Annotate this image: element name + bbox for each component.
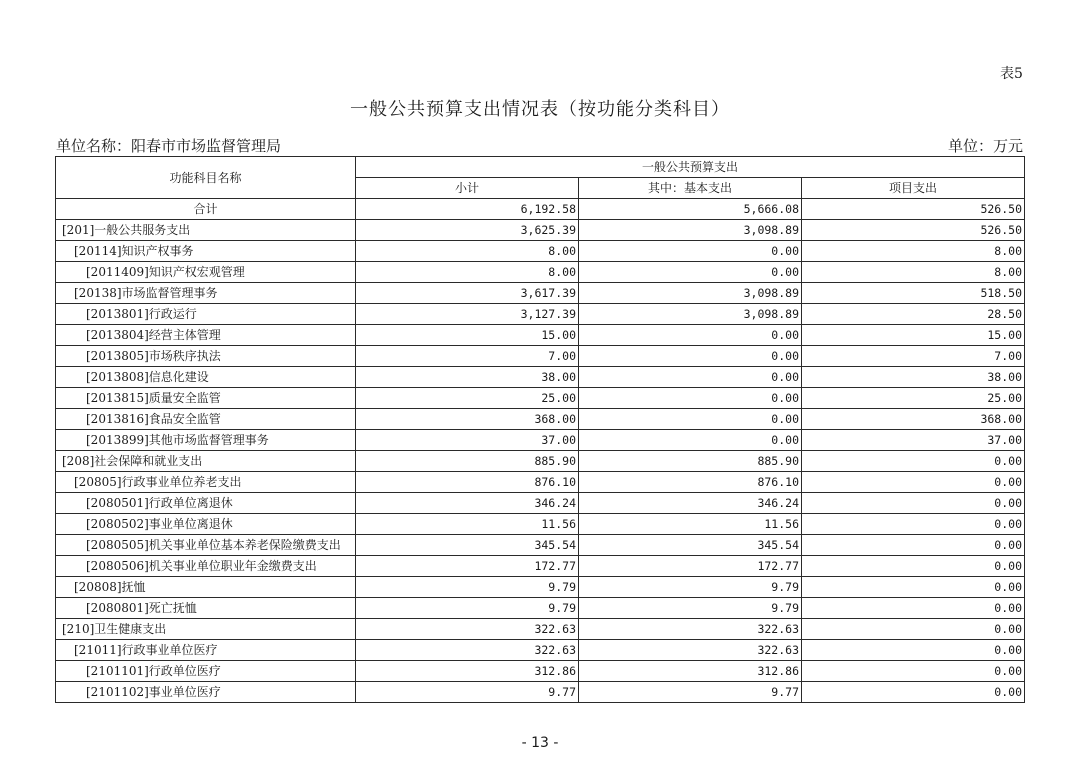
row-basic-cell: 9.79 xyxy=(579,577,802,598)
table-row xyxy=(56,556,1025,577)
row-subtotal-cell: 322.63 xyxy=(356,619,579,640)
row-project-cell: 0.00 xyxy=(802,556,1025,577)
row-project-cell: 518.50 xyxy=(802,283,1025,304)
row-basic-cell: 5,666.08 xyxy=(579,199,802,220)
row-basic-cell: 9.79 xyxy=(579,598,802,619)
table-row xyxy=(56,220,1025,241)
row-project-cell: 0.00 xyxy=(802,640,1025,661)
column-header-name: 功能科目名称 xyxy=(56,157,356,199)
row-basic-cell: 885.90 xyxy=(579,451,802,472)
row-subtotal-cell: 8.00 xyxy=(356,241,579,262)
table-row xyxy=(56,430,1025,451)
row-project-cell: 28.50 xyxy=(802,304,1025,325)
row-name-cell: [20138]市场监督管理事务 xyxy=(56,283,356,304)
page-title: 一般公共预算支出情况表（按功能分类科目） xyxy=(350,99,730,120)
row-name-cell: [208]社会保障和就业支出 xyxy=(56,451,356,472)
row-subtotal-cell: 3,625.39 xyxy=(356,220,579,241)
row-name-cell: [2013805]市场秩序执法 xyxy=(56,346,356,367)
row-subtotal-cell: 3,127.39 xyxy=(356,304,579,325)
row-project-cell: 526.50 xyxy=(802,199,1025,220)
row-project-cell: 38.00 xyxy=(802,367,1025,388)
row-basic-cell: 3,098.89 xyxy=(579,304,802,325)
column-header-project: 项目支出 xyxy=(802,178,1025,199)
row-name-cell: [2080501]行政单位离退休 xyxy=(56,493,356,514)
row-basic-cell: 876.10 xyxy=(579,472,802,493)
row-basic-cell: 0.00 xyxy=(579,409,802,430)
table-row xyxy=(56,472,1025,493)
row-name-cell: [2080505]机关事业单位基本养老保险缴费支出 xyxy=(56,535,356,556)
table-row xyxy=(56,262,1025,283)
table-row xyxy=(56,346,1025,367)
row-project-cell: 0.00 xyxy=(802,598,1025,619)
row-basic-cell: 0.00 xyxy=(579,346,802,367)
table-row xyxy=(56,304,1025,325)
row-basic-cell: 322.63 xyxy=(579,640,802,661)
budget-table xyxy=(55,156,1025,703)
table-row xyxy=(56,283,1025,304)
row-subtotal-cell: 9.77 xyxy=(356,682,579,703)
row-subtotal-cell: 8.00 xyxy=(356,262,579,283)
row-subtotal-cell: 9.79 xyxy=(356,577,579,598)
table-row xyxy=(56,661,1025,682)
row-basic-cell: 322.63 xyxy=(579,619,802,640)
row-name-cell: [20805]行政事业单位养老支出 xyxy=(56,472,356,493)
row-basic-cell: 172.77 xyxy=(579,556,802,577)
row-basic-cell: 3,098.89 xyxy=(579,283,802,304)
row-name-cell: 合计 xyxy=(56,199,356,220)
row-project-cell: 0.00 xyxy=(802,535,1025,556)
row-basic-cell: 0.00 xyxy=(579,325,802,346)
table-row xyxy=(56,619,1025,640)
row-name-cell: [2013808]信息化建设 xyxy=(56,367,356,388)
row-name-cell: [210]卫生健康支出 xyxy=(56,619,356,640)
row-name-cell: [2013815]质量安全监管 xyxy=(56,388,356,409)
row-project-cell: 0.00 xyxy=(802,514,1025,535)
row-name-cell: [20808]抚恤 xyxy=(56,577,356,598)
row-subtotal-cell: 25.00 xyxy=(356,388,579,409)
row-project-cell: 0.00 xyxy=(802,682,1025,703)
row-project-cell: 368.00 xyxy=(802,409,1025,430)
row-project-cell: 0.00 xyxy=(802,451,1025,472)
row-basic-cell: 0.00 xyxy=(579,262,802,283)
row-name-cell: [2013899]其他市场监督管理事务 xyxy=(56,430,356,451)
row-name-cell: [201]一般公共服务支出 xyxy=(56,220,356,241)
row-basic-cell: 11.56 xyxy=(579,514,802,535)
row-subtotal-cell: 346.24 xyxy=(356,493,579,514)
row-subtotal-cell: 7.00 xyxy=(356,346,579,367)
table-row xyxy=(56,640,1025,661)
row-name-cell: [2080506]机关事业单位职业年金缴费支出 xyxy=(56,556,356,577)
row-name-cell: [2011409]知识产权宏观管理 xyxy=(56,262,356,283)
row-project-cell: 0.00 xyxy=(802,472,1025,493)
table-row xyxy=(56,493,1025,514)
row-subtotal-cell: 9.79 xyxy=(356,598,579,619)
row-name-cell: [2101101]行政单位医疗 xyxy=(56,661,356,682)
row-basic-cell: 312.86 xyxy=(579,661,802,682)
table-row xyxy=(56,325,1025,346)
row-basic-cell: 0.00 xyxy=(579,367,802,388)
table-body xyxy=(56,199,1025,703)
column-group-header: 一般公共预算支出 xyxy=(356,157,1025,178)
page-number: - 13 - xyxy=(521,735,559,751)
row-subtotal-cell: 885.90 xyxy=(356,451,579,472)
row-project-cell: 7.00 xyxy=(802,346,1025,367)
row-basic-cell: 0.00 xyxy=(579,430,802,451)
table-row xyxy=(56,409,1025,430)
row-name-cell: [2013804]经营主体管理 xyxy=(56,325,356,346)
row-subtotal-cell: 172.77 xyxy=(356,556,579,577)
row-basic-cell: 3,098.89 xyxy=(579,220,802,241)
row-subtotal-cell: 38.00 xyxy=(356,367,579,388)
unit-name-label: 单位名称：阳春市市场监督管理局 xyxy=(56,137,282,155)
row-project-cell: 0.00 xyxy=(802,661,1025,682)
table-row xyxy=(56,451,1025,472)
row-name-cell: [20114]知识产权事务 xyxy=(56,241,356,262)
row-basic-cell: 0.00 xyxy=(579,388,802,409)
row-name-cell: [2101102]事业单位医疗 xyxy=(56,682,356,703)
column-header-subtotal: 小计 xyxy=(356,178,579,199)
row-project-cell: 8.00 xyxy=(802,262,1025,283)
row-project-cell: 8.00 xyxy=(802,241,1025,262)
row-subtotal-cell: 876.10 xyxy=(356,472,579,493)
row-name-cell: [2080502]事业单位离退休 xyxy=(56,514,356,535)
table-row xyxy=(56,577,1025,598)
row-basic-cell: 0.00 xyxy=(579,241,802,262)
row-name-cell: [2080801]死亡抚恤 xyxy=(56,598,356,619)
row-subtotal-cell: 312.86 xyxy=(356,661,579,682)
row-name-cell: [21011]行政事业单位医疗 xyxy=(56,640,356,661)
table-row xyxy=(56,199,1025,220)
row-subtotal-cell: 322.63 xyxy=(356,640,579,661)
row-project-cell: 0.00 xyxy=(802,577,1025,598)
row-project-cell: 526.50 xyxy=(802,220,1025,241)
row-basic-cell: 9.77 xyxy=(579,682,802,703)
row-project-cell: 0.00 xyxy=(802,619,1025,640)
table-row xyxy=(56,598,1025,619)
table-row xyxy=(56,682,1025,703)
row-subtotal-cell: 368.00 xyxy=(356,409,579,430)
row-subtotal-cell: 15.00 xyxy=(356,325,579,346)
row-project-cell: 0.00 xyxy=(802,493,1025,514)
row-basic-cell: 345.54 xyxy=(579,535,802,556)
row-project-cell: 15.00 xyxy=(802,325,1025,346)
row-name-cell: [2013801]行政运行 xyxy=(56,304,356,325)
table-row xyxy=(56,514,1025,535)
row-subtotal-cell: 37.00 xyxy=(356,430,579,451)
row-subtotal-cell: 3,617.39 xyxy=(356,283,579,304)
currency-unit-label: 单位：万元 xyxy=(948,137,1024,155)
row-project-cell: 37.00 xyxy=(802,430,1025,451)
row-basic-cell: 346.24 xyxy=(579,493,802,514)
table-row xyxy=(56,241,1025,262)
table-number: 表5 xyxy=(1000,66,1023,82)
column-header-basic: 其中：基本支出 xyxy=(579,178,802,199)
table-row xyxy=(56,367,1025,388)
table-row xyxy=(56,535,1025,556)
row-subtotal-cell: 11.56 xyxy=(356,514,579,535)
row-name-cell: [2013816]食品安全监管 xyxy=(56,409,356,430)
row-subtotal-cell: 6,192.58 xyxy=(356,199,579,220)
row-subtotal-cell: 345.54 xyxy=(356,535,579,556)
row-project-cell: 25.00 xyxy=(802,388,1025,409)
table-row xyxy=(56,388,1025,409)
